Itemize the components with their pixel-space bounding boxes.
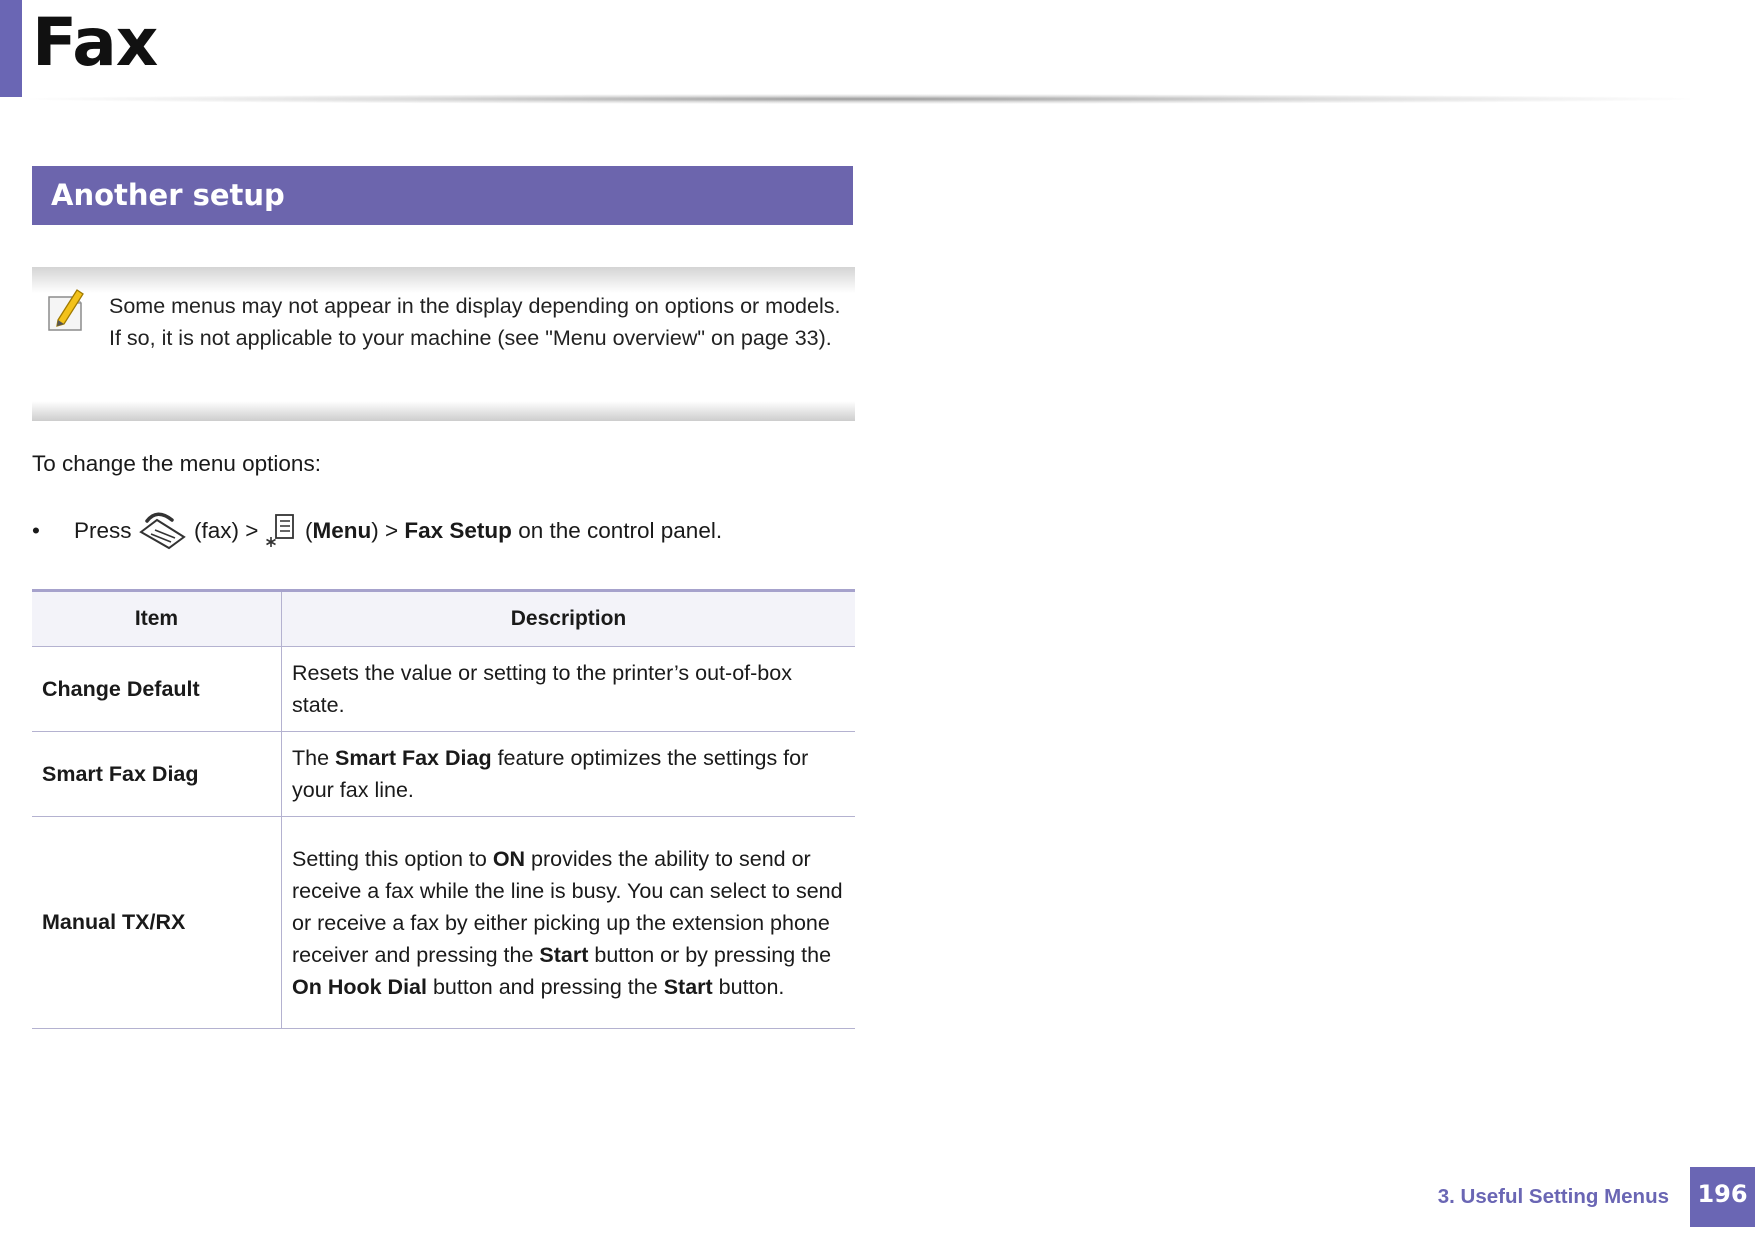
description-cell: Resets the value or setting to the printer’s out-of-box state. [282,647,856,732]
item-cell: Smart Fax Diag [32,732,282,817]
note-box [32,267,855,421]
item-cell: Manual TX/RX [32,817,282,1029]
note-text: Some menus may not appear in the display depending on options or models. If so, it is not applicable to your machine (see "Menu overview" on page 33). [109,294,841,350]
section-heading: Another setup [32,166,853,225]
table-header-item: Item [32,591,282,647]
note-pencil-icon [46,287,86,333]
table-row [32,732,855,817]
desc-text: button or by pressing the [594,942,832,967]
instruction-step [32,508,852,561]
page-title: Fax [32,4,158,81]
desc-text: button. [718,974,785,999]
fax-icon [138,508,188,561]
desc-bold: On Hook Dial [292,974,427,999]
desc-bold: Start [539,942,589,967]
fax-setup-table [32,589,855,1029]
desc-bold: ON [492,846,526,871]
desc-text: feature optimizes the settings for your fax line. [292,746,809,802]
desc-text: Setting this option to [292,846,487,871]
page-number: 196 [1690,1167,1755,1227]
desc-text: The [292,746,330,770]
step-fax-label: (fax) > [194,518,259,543]
desc-bold: Start [663,974,713,999]
note-bottom-bar [32,401,855,421]
item-cell: Change Default [32,647,282,732]
desc-bold: Smart Fax Diag [335,746,492,770]
intro-text: To change the menu options: [32,451,321,476]
step-menu-open: ( [304,518,313,543]
title-divider [30,94,1690,104]
description-cell [282,817,856,1029]
step-press: Press [74,518,132,543]
step-tail: on the control panel. [518,518,723,543]
description-cell [282,732,856,817]
table-row [32,647,855,732]
menu-icon [265,512,299,561]
step-fax-setup: Fax Setup [404,518,512,543]
desc-text: button and pressing the [432,974,658,999]
header-accent-tab [0,0,22,97]
footer-chapter: 3. Useful Setting Menus [1437,1185,1669,1208]
step-menu-label: Menu [312,518,372,543]
step-menu-close: ) > [371,518,399,543]
desc-text: provides the ability to send or receive a fax while the line is busy. You can select to send or receive a fax by either picking up the extension phone receiver and pressing the [292,846,843,967]
bullet: • [32,518,40,543]
table-header-description: Description [282,591,856,647]
table-header-row [32,591,855,647]
table-row [32,817,855,1029]
